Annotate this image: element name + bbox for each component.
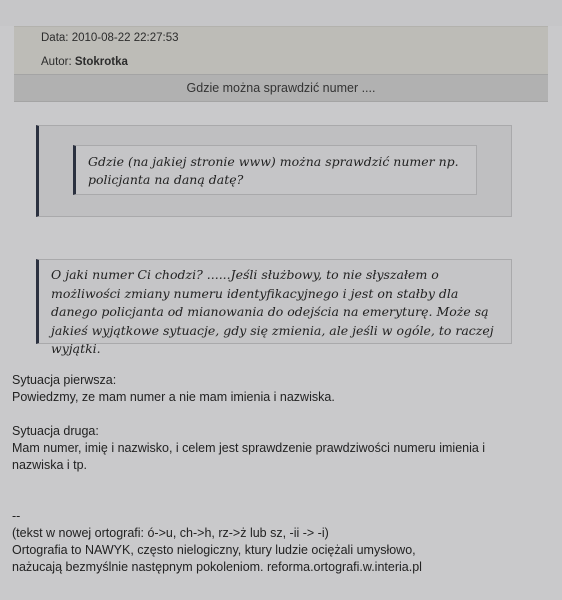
- nested-quote: Gdzie (na jakiej stronie www) można sprawdzić numer np. policjanta na daną datę?: [73, 145, 477, 195]
- post-subject: Gdzie można sprawdzić numer ....: [14, 74, 548, 102]
- situation-two-text: Mam numer, imię i nazwisko, i celem jest sprawdzenie prawdziwości numeru imienia i nazwiska i tp.: [12, 441, 486, 472]
- signature-separator: --: [12, 509, 21, 523]
- outer-quote-block: [36, 125, 512, 217]
- date-label: Data:: [41, 32, 69, 44]
- situation-one-title: Sytuacja pierwsza:: [12, 373, 117, 387]
- situation-two: [12, 423, 532, 474]
- post-body: [12, 372, 532, 576]
- author-name[interactable]: Stokrotka: [74, 56, 128, 68]
- situation-two-title: Sytuacja druga:: [12, 424, 99, 438]
- signature-line-3: nażucają bezmyślnie następnym pokoleniom. reforma.ortografi.w.interia.pl: [12, 560, 422, 574]
- post-author: [41, 56, 128, 68]
- signature-line-2: Ortografia to NAWYK, często nielogiczny, ktury ludzie ociężali umysłowo,: [12, 543, 416, 557]
- date-value: 2010-08-22 22:27:53: [71, 32, 179, 44]
- post-date: [41, 32, 179, 44]
- signature: [12, 508, 532, 576]
- situation-one: [12, 372, 532, 406]
- top-strip: [0, 0, 562, 26]
- reply-quote: O jaki numer Ci chodzi? ......Jeśli służbowy, to nie słyszałem o możliwości zmiany numeru identyfikacyjnego i jest on stałby dla danego policjanta od mianowania do odejścia na emeryturę. Może są jakieś wyjątkowe sytuacje, gdy się zmienia, ale jeśli w ogóle, to raczej wyjątki.: [36, 259, 512, 344]
- situation-one-text: Powiedzmy, ze mam numer a nie mam imienia i nazwiska.: [12, 390, 335, 404]
- author-label: Autor:: [41, 56, 72, 68]
- signature-line-1: (tekst w nowej ortografi: ó->u, ch->h, rz->ż lub sz, -ii -> -i): [12, 526, 329, 540]
- post-header: [14, 26, 548, 75]
